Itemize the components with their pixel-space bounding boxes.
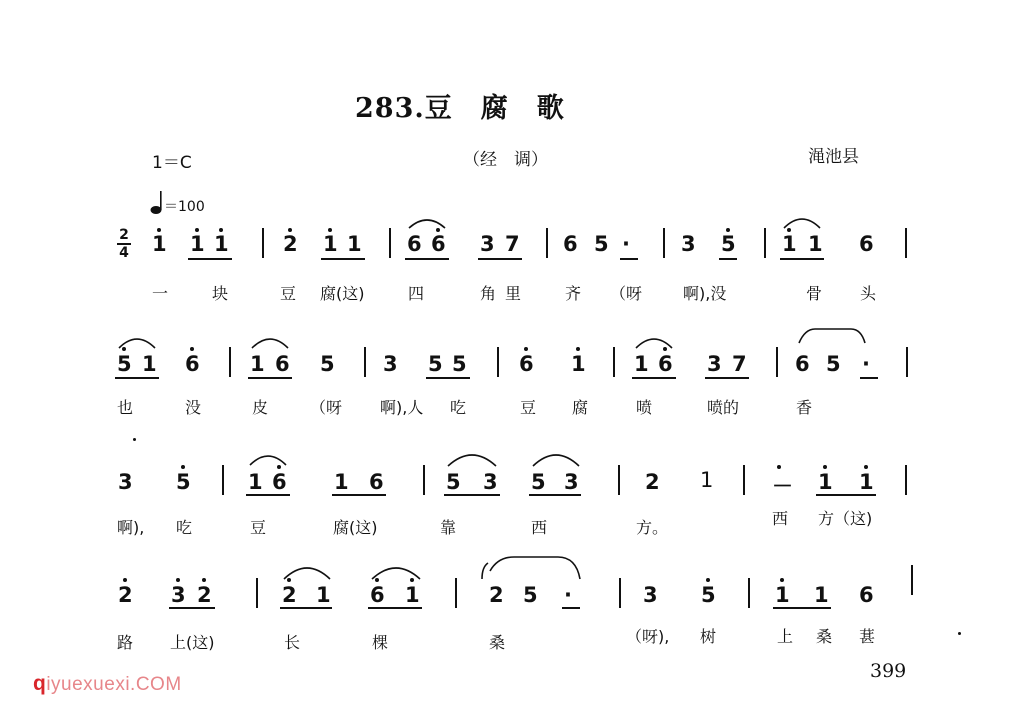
octave-dot [524, 347, 528, 351]
lyric: 豆 [250, 518, 267, 537]
underline-beam [816, 494, 876, 496]
note: 6 [658, 352, 673, 376]
note: 1 [152, 232, 167, 256]
tempo-mark: ＝100 [164, 199, 205, 215]
note: 5 [531, 470, 546, 494]
note: 1 [250, 352, 265, 376]
note: 1 [775, 583, 790, 607]
barline [906, 347, 908, 377]
note: 1 [248, 470, 263, 494]
lyric: 豆 [280, 284, 297, 303]
slur [634, 334, 674, 350]
lyric: 方。 [636, 518, 669, 537]
note: 5 [117, 352, 132, 376]
note: 3 [707, 352, 722, 376]
note: 1 [782, 232, 797, 256]
note: 1 [571, 352, 586, 376]
slur [370, 563, 422, 581]
barline [423, 465, 425, 495]
note: 6 [563, 232, 578, 256]
octave-dot [195, 228, 199, 232]
stray-dot [133, 438, 136, 441]
lyric: 里 [505, 284, 522, 303]
lyric: 桑 [816, 627, 833, 646]
barline [748, 578, 750, 608]
note: 6 [795, 352, 810, 376]
slur [478, 555, 584, 581]
octave-dot [288, 228, 292, 232]
note: 5 [721, 232, 736, 256]
lyric: （呀 [310, 398, 343, 417]
lyric: 腐 [572, 398, 589, 417]
note: · [564, 583, 572, 607]
lyric: 西 [772, 509, 789, 528]
note: － [772, 474, 793, 498]
lyric: （呀), [626, 627, 670, 646]
barline [663, 228, 665, 258]
note: 5 [826, 352, 841, 376]
lyric: 一 [152, 284, 169, 303]
octave-dot [202, 578, 206, 582]
note: 1 [818, 470, 833, 494]
barline [546, 228, 548, 258]
note: 3 [681, 232, 696, 256]
lyric: 长 [284, 633, 301, 652]
page-number: 399 [870, 660, 907, 682]
lyric: 上(这) [170, 633, 215, 652]
watermark-text: iyuexuexi.COM [46, 674, 182, 695]
underline-beam [188, 258, 232, 260]
note: 1 [190, 232, 205, 256]
time-signature-bottom: 4 [119, 245, 129, 261]
note: · [622, 232, 630, 256]
note: 6 [407, 232, 422, 256]
barline [256, 578, 258, 608]
lyric: 吃 [450, 398, 467, 417]
note: 6 [431, 232, 446, 256]
underline-beam [332, 494, 386, 496]
note: 5 [594, 232, 609, 256]
note: 7 [732, 352, 747, 376]
note: 3 [480, 232, 495, 256]
note: 6 [275, 352, 290, 376]
time-signature [117, 228, 131, 260]
underline-beam [115, 377, 159, 379]
lyric: 块 [212, 284, 229, 303]
key-signature: 1＝C [152, 153, 192, 173]
underline-beam [280, 607, 332, 609]
stray-dot [958, 632, 961, 635]
slur [248, 451, 288, 467]
note: 5 [523, 583, 538, 607]
barline [222, 465, 224, 495]
note: 2 [283, 232, 298, 256]
lyric: 啊), [117, 518, 145, 537]
lyric: 腐(这) [320, 284, 365, 303]
underline-beam [529, 494, 581, 496]
lyric: 路 [117, 633, 134, 652]
lyric: 上 [777, 627, 794, 646]
underline-beam [773, 607, 831, 609]
note: 1 [814, 583, 829, 607]
note: 1 [142, 352, 157, 376]
lyric: 头 [860, 284, 877, 303]
octave-dot [123, 578, 127, 582]
octave-dot [823, 465, 827, 469]
note: 6 [859, 232, 874, 256]
note: 6 [272, 470, 287, 494]
slur [782, 214, 822, 230]
slur [407, 216, 447, 230]
lyric: 棵 [372, 633, 389, 652]
note: 6 [859, 583, 874, 607]
note: · [862, 352, 870, 376]
slur [531, 450, 581, 468]
note: 2 [282, 583, 297, 607]
underline-beam [444, 494, 500, 496]
barline [455, 578, 457, 608]
watermark-q: q [33, 672, 47, 695]
note: 3 [483, 470, 498, 494]
barline [911, 565, 913, 595]
octave-dot [190, 347, 194, 351]
barline [613, 347, 615, 377]
note: 1 [634, 352, 649, 376]
lyric: 西 [531, 518, 548, 537]
note: 5 [701, 583, 716, 607]
lyric: 没 [185, 398, 202, 417]
note: 3 [643, 583, 658, 607]
lyric: 也 [117, 398, 134, 417]
lyric: 香 [796, 398, 813, 417]
note: 1 [214, 232, 229, 256]
slur [797, 327, 867, 345]
underline-beam [321, 258, 365, 260]
underline-beam [405, 258, 449, 260]
slur [446, 450, 498, 468]
underline-beam [719, 258, 737, 260]
lyric: 吃 [176, 518, 193, 537]
barline [905, 465, 907, 495]
note: 1 [405, 583, 420, 607]
underline-beam [426, 377, 470, 379]
octave-dot [706, 578, 710, 582]
note: 7 [505, 232, 520, 256]
barline [618, 465, 620, 495]
slur [282, 563, 332, 581]
source-county: 渑池县 [808, 147, 859, 167]
barline [619, 578, 621, 608]
barline [764, 228, 766, 258]
note: 5 [446, 470, 461, 494]
note: 6 [370, 583, 385, 607]
note: 3 [564, 470, 579, 494]
note: 2 [489, 583, 504, 607]
note: 1 [808, 232, 823, 256]
lyric: 喷的 [707, 398, 740, 417]
lyric: 四 [408, 284, 425, 303]
note: 1 [700, 468, 714, 492]
octave-dot [576, 347, 580, 351]
underline-beam [248, 377, 292, 379]
octave-dot [777, 465, 781, 469]
underline-beam [562, 607, 580, 609]
octave-dot [328, 228, 332, 232]
lyric: （呀 [610, 284, 643, 303]
lyric: 桑 [489, 633, 506, 652]
lyric: 靠 [440, 518, 457, 537]
barline [905, 228, 907, 258]
octave-dot [176, 578, 180, 582]
note: 5 [320, 352, 335, 376]
barline [229, 347, 231, 377]
barline [743, 465, 745, 495]
barline [497, 347, 499, 377]
note: 1 [323, 232, 338, 256]
underline-beam [620, 258, 638, 260]
lyric: 方（这) [818, 509, 873, 528]
barline [776, 347, 778, 377]
time-signature-top: 2 [119, 227, 129, 243]
lyric: 角 [480, 284, 497, 303]
underline-beam [246, 494, 290, 496]
underline-beam [169, 607, 215, 609]
lyric: 喷 [636, 398, 653, 417]
note: 3 [383, 352, 398, 376]
note: 1 [334, 470, 349, 494]
note: 3 [118, 470, 133, 494]
lyric: 啊),没 [683, 284, 727, 303]
octave-dot [864, 465, 868, 469]
octave-dot [181, 465, 185, 469]
note: 6 [519, 352, 534, 376]
note: 5 [428, 352, 443, 376]
note: 2 [197, 583, 212, 607]
octave-dot [219, 228, 223, 232]
lyric: 豆 [520, 398, 537, 417]
lyric: 树 [700, 627, 717, 646]
quarter-note-icon [150, 190, 164, 220]
barline [364, 347, 366, 377]
slur [117, 334, 157, 350]
song-title: 283.豆 腐 歌 [355, 93, 565, 124]
note: 6 [185, 352, 200, 376]
lyric: 皮 [252, 398, 269, 417]
underline-beam [780, 258, 824, 260]
note: 1 [347, 232, 362, 256]
octave-dot [780, 578, 784, 582]
underline-beam [860, 377, 878, 379]
underline-beam [705, 377, 749, 379]
lyric: 腐(这) [333, 518, 378, 537]
note: 2 [645, 470, 660, 494]
underline-beam [478, 258, 522, 260]
lyric: 齐 [565, 284, 582, 303]
barline [389, 228, 391, 258]
underline-beam [368, 607, 422, 609]
lyric: 骨 [806, 284, 823, 303]
watermark[interactable] [33, 672, 182, 696]
note: 3 [171, 583, 186, 607]
lyric: 啊),人 [380, 398, 424, 417]
underline-beam [632, 377, 676, 379]
note: 5 [452, 352, 467, 376]
octave-dot [157, 228, 161, 232]
note: 5 [176, 470, 191, 494]
tune-type: （经 调） [463, 150, 548, 170]
octave-dot [726, 228, 730, 232]
note: 6 [369, 470, 384, 494]
barline [262, 228, 264, 258]
note: 1 [316, 583, 331, 607]
note: 1 [859, 470, 874, 494]
note: 2 [118, 583, 133, 607]
lyric: 葚 [859, 627, 876, 646]
slur [250, 334, 290, 350]
